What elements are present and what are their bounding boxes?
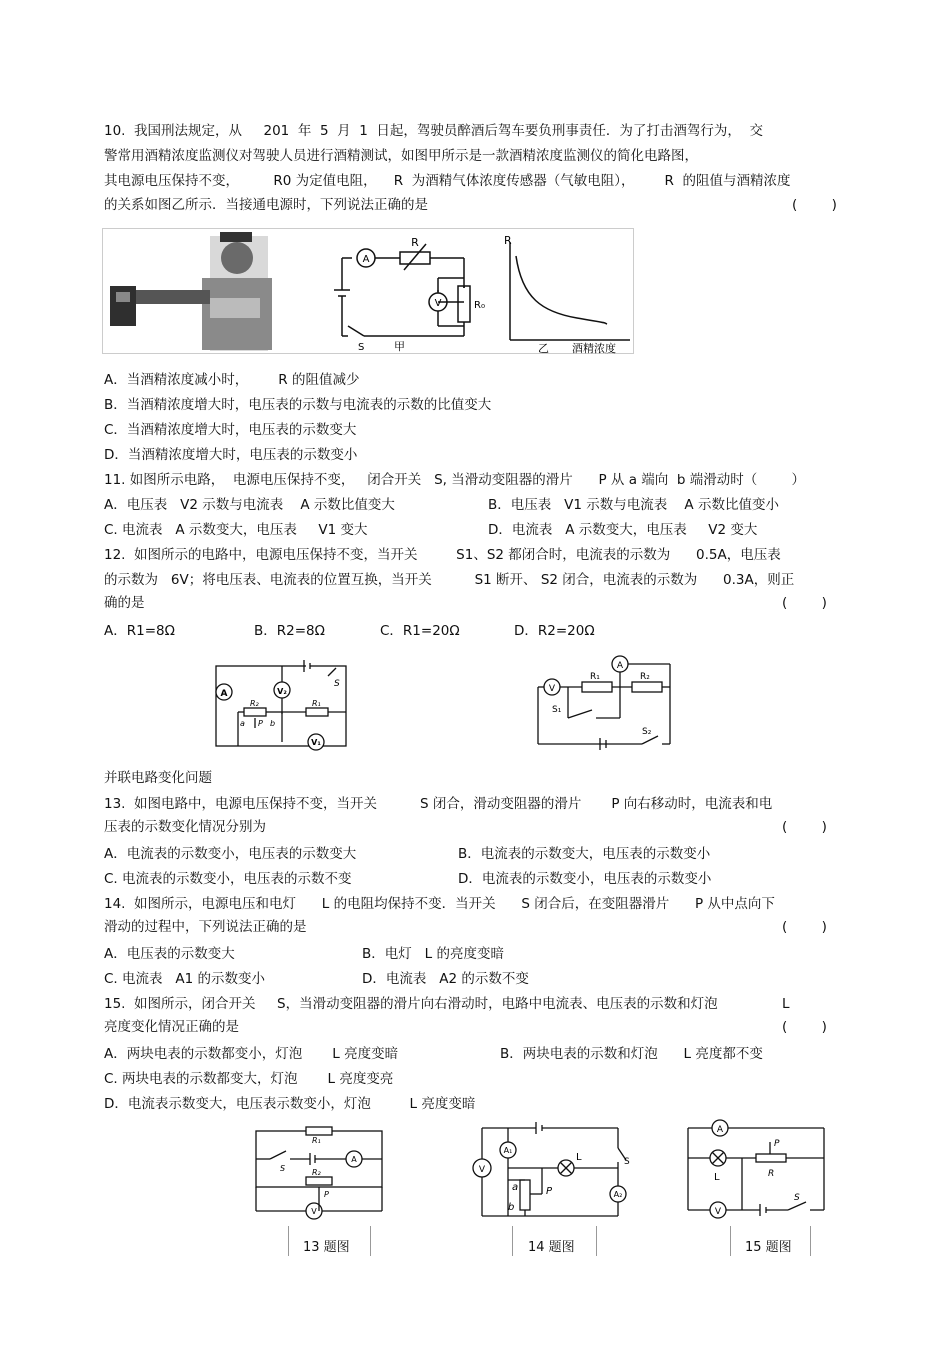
b-label: b xyxy=(508,1202,515,1213)
p-label: P xyxy=(774,1139,780,1149)
q11-stem: 11. 如图所示电路， 电源电压保持不变， 闭合开关 S, 当滑动变阻器的滑片 P 从 a 端向 b 端滑动时（ ） xyxy=(104,472,806,488)
q10-line2: 警常用酒精浓度监测仪对驾驶人员进行酒精测试，如图甲所示是一款酒精浓度监测仪的简化电路图， xyxy=(104,148,698,164)
q14-option-b: B．电灯 L 的亮度变暗 xyxy=(362,946,504,962)
r0-label: R₀ xyxy=(474,300,485,311)
s2-label: S₂ xyxy=(642,727,652,737)
v2-label: V₂ xyxy=(277,687,287,696)
q13-line1: 13. 如图电路中，电源电压保持不变，当开关 S 闭合，滑动变阻器的滑片 P 向右移动时，电流表和电 xyxy=(104,796,773,812)
r1-label: R₁ xyxy=(312,699,321,708)
q12-line2: 的示数为 6V；将电压表、电流表的位置互换，当开关 S1 断开、 S2 闭合，电流表的示数为 0.3A，则正 xyxy=(104,572,795,588)
q13-line2: 压表的示数变化情况分别为 xyxy=(104,819,266,835)
voltmeter-label: V xyxy=(548,684,556,694)
yi-label: 乙 xyxy=(538,342,549,354)
fig15-caption: 15 题图 xyxy=(745,1240,792,1255)
switch-label: S xyxy=(280,1164,286,1173)
ammeter-label: A xyxy=(220,689,228,699)
lamp-label: L xyxy=(714,1172,720,1183)
voltmeter-label: V xyxy=(478,1165,486,1175)
q10-option-d: D．当酒精浓度增大时，电压表的示数变小 xyxy=(104,447,358,463)
q15-option-b: B．两块电表的示数和灯泡 L 亮度都不变 xyxy=(500,1046,763,1062)
s1-label: S₁ xyxy=(552,705,562,715)
section-title: 并联电路变化问题 xyxy=(104,770,212,786)
q14-option-c: C. 电流表 A1 的示数变小 xyxy=(104,971,265,987)
voltmeter-label: V xyxy=(714,1207,722,1217)
fig14-circuit xyxy=(466,1118,634,1224)
switch-label: S xyxy=(334,679,340,689)
voltmeter-label: V xyxy=(311,1207,317,1216)
q13-option-b: B．电流表的示数变大，电压表的示数变小 xyxy=(458,846,711,862)
q15-answer-paren: ( ) xyxy=(782,1019,827,1035)
switch-label: S xyxy=(794,1193,800,1203)
q14-line1: 14. 如图所示，电源电压和电灯 L 的电阻均保持不变．当开关 S 闭合后，在变阻器滑片 P 从中点向下 xyxy=(104,896,775,912)
ammeter-label: A xyxy=(362,254,370,265)
q14-option-d: D．电流表 A2 的示数不变 xyxy=(362,971,529,987)
graph-y-axis-label: R xyxy=(504,234,512,247)
r2-label: R₂ xyxy=(312,1168,321,1177)
v1-label: V₁ xyxy=(311,738,321,747)
fig14-caption: 14 题图 xyxy=(528,1240,575,1255)
q13-option-c: C. 电流表的示数变小，电压表的示数不变 xyxy=(104,871,352,887)
a-label: a xyxy=(240,719,245,728)
fig13-caption: 13 题图 xyxy=(303,1240,350,1255)
a1-label: A₁ xyxy=(503,1146,513,1155)
q11-option-c: C. 电流表 A 示数变大，电压表 V1 变大 xyxy=(104,522,368,538)
q10-line1: 10. 我国刑法规定，从 201 年 5 月 1 日起，驾驶员醉酒后驾车要负刑事责任．为了打击酒驾行为， 交 xyxy=(104,123,763,139)
jia-label: 甲 xyxy=(394,340,405,353)
q12-option-d: D．R2=20Ω xyxy=(514,623,595,639)
ammeter-label: A xyxy=(616,661,624,671)
q10-figure xyxy=(102,228,634,354)
q13-option-d: D．电流表的示数变小，电压表的示数变小 xyxy=(458,871,712,887)
q12-answer-paren: ( ) xyxy=(782,595,827,611)
q11-option-a: A．电压表 V2 示数与电流表 A 示数比值变大 xyxy=(104,497,395,513)
q13-answer-paren: ( ) xyxy=(782,819,827,835)
r-label: R xyxy=(411,236,419,249)
fig15-circuit xyxy=(684,1118,828,1220)
p-label: P xyxy=(324,1190,329,1199)
r1-label: R₁ xyxy=(312,1136,321,1145)
ammeter-label: A xyxy=(351,1155,357,1164)
r2-label: R₂ xyxy=(250,699,259,708)
r-label: R xyxy=(768,1169,775,1179)
p-label: P xyxy=(258,719,263,728)
a-label: a xyxy=(512,1182,519,1193)
q10-line4: 的关系如图乙所示．当接通电源时，下列说法正确的是 xyxy=(104,197,428,213)
q12-option-c: C．R1=20Ω xyxy=(380,623,460,639)
q14-option-a: A．电压表的示数变大 xyxy=(104,946,235,962)
switch-label: S xyxy=(624,1157,630,1167)
q11-circuit-figure xyxy=(208,656,356,756)
p-label: P xyxy=(546,1186,553,1197)
q15-line2: 亮度变化情况正确的是 xyxy=(104,1019,239,1035)
q14-line2: 滑动的过程中，下列说法正确的是 xyxy=(104,919,307,935)
q12-line3: 确的是 xyxy=(104,595,145,611)
officer-photo xyxy=(110,232,272,351)
switch-label: S xyxy=(358,342,365,353)
q10-option-c: C．当酒精浓度增大时，电压表的示数变大 xyxy=(104,422,357,438)
ammeter-label: A xyxy=(716,1125,724,1135)
q10-option-b: B．当酒精浓度增大时，电压表的示数与电流表的示数的比值变大 xyxy=(104,397,492,413)
a2-label: A₂ xyxy=(613,1190,623,1199)
q11-option-b: B．电压表 V1 示数与电流表 A 示数比值变小 xyxy=(488,497,779,513)
q11-option-d: D．电流表 A 示数变大，电压表 V2 变大 xyxy=(488,522,758,538)
q13-option-a: A．电流表的示数变小，电压表的示数变大 xyxy=(104,846,357,862)
q15-option-d: D．电流表示数变大，电压表示数变小，灯泡 L 亮度变暗 xyxy=(104,1096,476,1112)
fig13-circuit xyxy=(250,1125,386,1221)
graph-x-axis-label: 酒精浓度 xyxy=(572,342,616,354)
q15-option-c: C. 两块电表的示数都变大，灯泡 L 亮度变亮 xyxy=(104,1071,394,1087)
q14-answer-paren: ( ) xyxy=(782,919,827,935)
r1-label: R₁ xyxy=(590,672,600,682)
graph-yi xyxy=(510,242,630,340)
lamp-label: L xyxy=(576,1152,582,1163)
voltmeter-label: V xyxy=(434,298,442,309)
circuit-jia xyxy=(334,244,470,336)
q12-circuit-figure xyxy=(532,652,674,752)
q15-line1: 15. 如图所示，闭合开关 S，当滑动变阻器的滑片向右滑动时，电路中电流表、电压表的示数和灯泡 L xyxy=(104,996,790,1012)
r2-label: R₂ xyxy=(640,672,650,682)
q10-line3: 其电源电压保持不变， R0 为定值电阻， R 为酒精气体浓度传感器（气敏电阻）， R 的阻值与酒精浓度 xyxy=(104,173,791,189)
q10-option-a: A．当酒精浓度减小时， R 的阻值减少 xyxy=(104,372,360,388)
b-label: b xyxy=(270,719,276,728)
q12-option-a: A．R1=8Ω xyxy=(104,623,175,639)
q12-line1: 12. 如图所示的电路中，电源电压保持不变，当开关 S1、S2 都闭合时，电流表的示数为 0.5A，电压表 xyxy=(104,547,781,563)
q15-option-a: A．两块电表的示数都变小，灯泡 L 亮度变暗 xyxy=(104,1046,399,1062)
q10-answer-paren: ( ) xyxy=(792,197,837,213)
q12-option-b: B．R2=8Ω xyxy=(254,623,325,639)
